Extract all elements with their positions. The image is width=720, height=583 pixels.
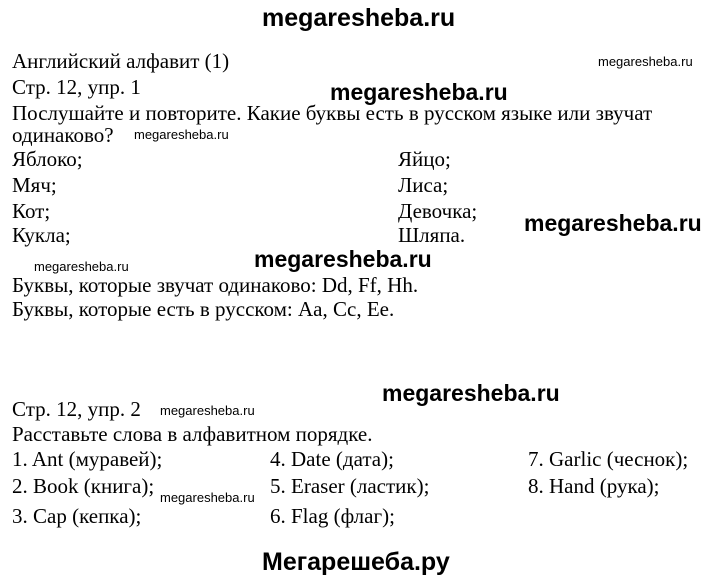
word-left-4: Кукла; (12, 223, 71, 247)
header-watermark: megaresheba.ru (262, 4, 456, 32)
watermark-big: megaresheba.ru (382, 380, 560, 406)
list-item: 8. Hand (рука); (528, 474, 660, 498)
list-item: 5. Eraser (ластик); (270, 474, 430, 498)
list-item: 1. Ant (муравей); (12, 447, 163, 471)
word-left-1: Яблоко; (12, 147, 83, 171)
footer-title: Мегарешеба.ру (262, 548, 450, 576)
watermark-small: megaresheba.ru (134, 127, 229, 142)
exercise-ref-2: Стр. 12, упр. 2 (12, 397, 141, 421)
section-title: Английский алфавит (1) (12, 49, 230, 73)
task-line-2: одинаково? (12, 123, 114, 147)
word-right-3: Девочка; (398, 199, 478, 223)
task-line-3: Расставьте слова в алфавитном порядке. (12, 422, 373, 446)
watermark-small: megaresheba.ru (34, 259, 129, 274)
list-item: 6. Flag (флаг); (270, 504, 395, 528)
word-right-2: Лиса; (398, 173, 449, 197)
list-item: 7. Garlic (чеснок); (528, 447, 689, 471)
task-line-1: Послушайте и повторите. Какие буквы есть в русском языке или звучат (12, 101, 653, 125)
list-item: 2. Book (книга); (12, 474, 155, 498)
word-right-1: Яйцо; (398, 147, 451, 171)
word-left-3: Кот; (12, 199, 51, 223)
answer-line-2: Буквы, которые есть в русском: Aa, Cc, Ee. (12, 297, 395, 321)
word-right-4: Шляпа. (398, 223, 466, 247)
watermark-small: megaresheba.ru (160, 403, 255, 418)
word-left-2: Мяч; (12, 173, 57, 197)
answer-line-1: Буквы, которые звучат одинаково: Dd, Ff, Hh. (12, 273, 419, 297)
list-item: 4. Date (дата); (270, 447, 394, 471)
list-item: 3. Cap (кепка); (12, 504, 142, 528)
watermark-big: megaresheba.ru (254, 246, 432, 272)
watermark-small: megaresheba.ru (598, 54, 693, 69)
watermark-small: megaresheba.ru (160, 490, 255, 505)
watermark-big: megaresheba.ru (330, 79, 508, 105)
watermark-big: megaresheba.ru (524, 210, 702, 236)
exercise-ref-1: Стр. 12, упр. 1 (12, 75, 141, 99)
